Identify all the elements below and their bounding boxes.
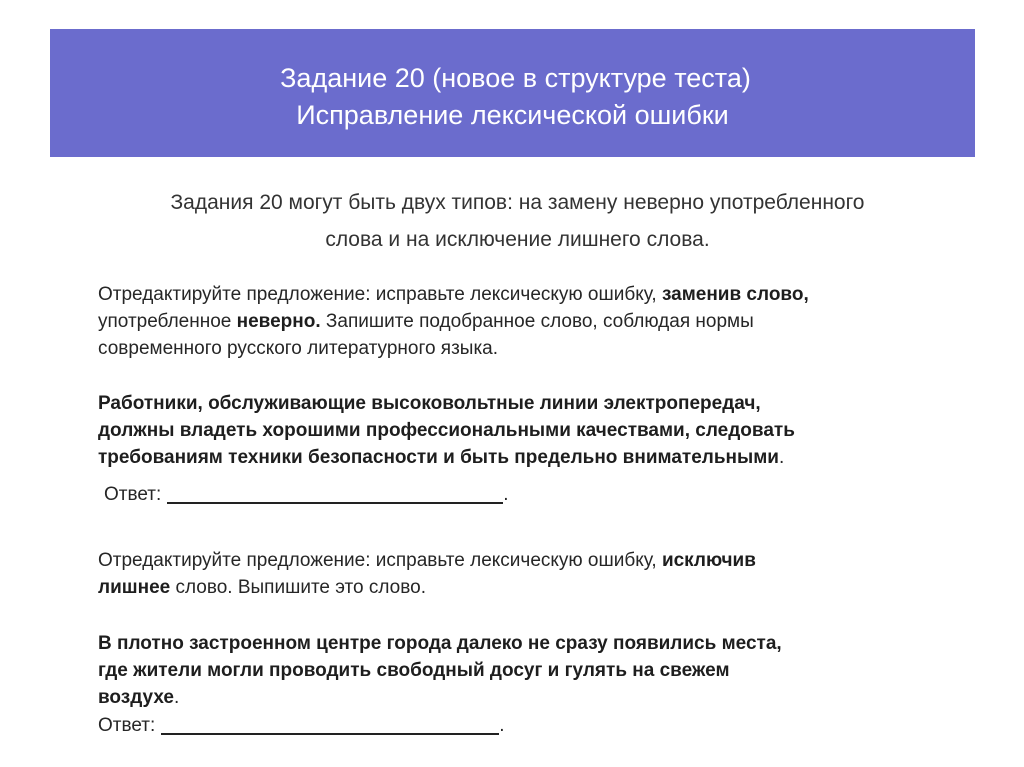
task2-instruction-emphasis: лишнее	[98, 577, 171, 598]
task1-instruction-emphasis: неверно.	[236, 311, 321, 332]
intro-line-2: слова и на исключение лишнего слова.	[325, 228, 710, 251]
task2-sentence-line: воздухе	[98, 687, 174, 708]
title-banner	[50, 29, 975, 157]
task2-answer-row	[98, 712, 505, 739]
intro-line-1: Задания 20 могут быть двух типов: на замену неверно употребленного	[170, 191, 865, 214]
task1-instruction-text: современного русского литературного языка.	[98, 338, 499, 359]
task1-sentence-line: Работники, обслуживающие высоковольтные линии электропередач,	[98, 393, 761, 414]
task2-answer-label: Ответ:	[98, 715, 156, 736]
task1-answer-row	[104, 481, 509, 508]
task2-answer-line[interactable]	[161, 713, 499, 735]
task1-instruction-emphasis: заменив слово,	[661, 284, 809, 305]
task2-instruction-text: слово. Выпишите это слово.	[170, 577, 426, 598]
task2-instruction-emphasis: исключив	[661, 550, 756, 571]
task1-answer-end: .	[503, 484, 509, 505]
task1-instruction-text: употребленное	[98, 311, 237, 332]
task1-answer-line[interactable]	[167, 482, 503, 504]
task1-sentence	[98, 390, 958, 471]
task1-sentence-line: требованиям техники безопасности и быть предельно внимательными	[98, 447, 779, 468]
task1-sentence-end: .	[778, 447, 785, 468]
task2-instruction-text: Отредактируйте предложение: исправьте лексическую ошибку,	[98, 550, 662, 571]
task1-sentence-line: должны владеть хорошими профессиональными качествами, следовать	[98, 420, 795, 441]
task2-sentence-line: где жители могли проводить свободный досуг и гулять на свежем	[98, 660, 730, 681]
task2-answer-end: .	[499, 715, 505, 736]
slide-subtitle: Исправление лексической ошибки	[296, 100, 729, 130]
task2-instruction	[98, 547, 958, 601]
slide-title: Задание 20 (новое в структуре теста)	[280, 63, 751, 93]
task2-sentence	[98, 630, 958, 711]
task2-sentence-end: .	[173, 687, 180, 708]
task1-instruction	[98, 281, 958, 362]
task1-instruction-text: Отредактируйте предложение: исправьте лексическую ошибку,	[98, 284, 662, 305]
task2-sentence-line: В плотно застроенном центре города далеко не сразу появились места,	[98, 633, 782, 654]
task1-answer-label: Ответ:	[104, 484, 162, 505]
task1-instruction-text: Запишите подобранное слово, соблюдая нормы	[320, 311, 754, 332]
